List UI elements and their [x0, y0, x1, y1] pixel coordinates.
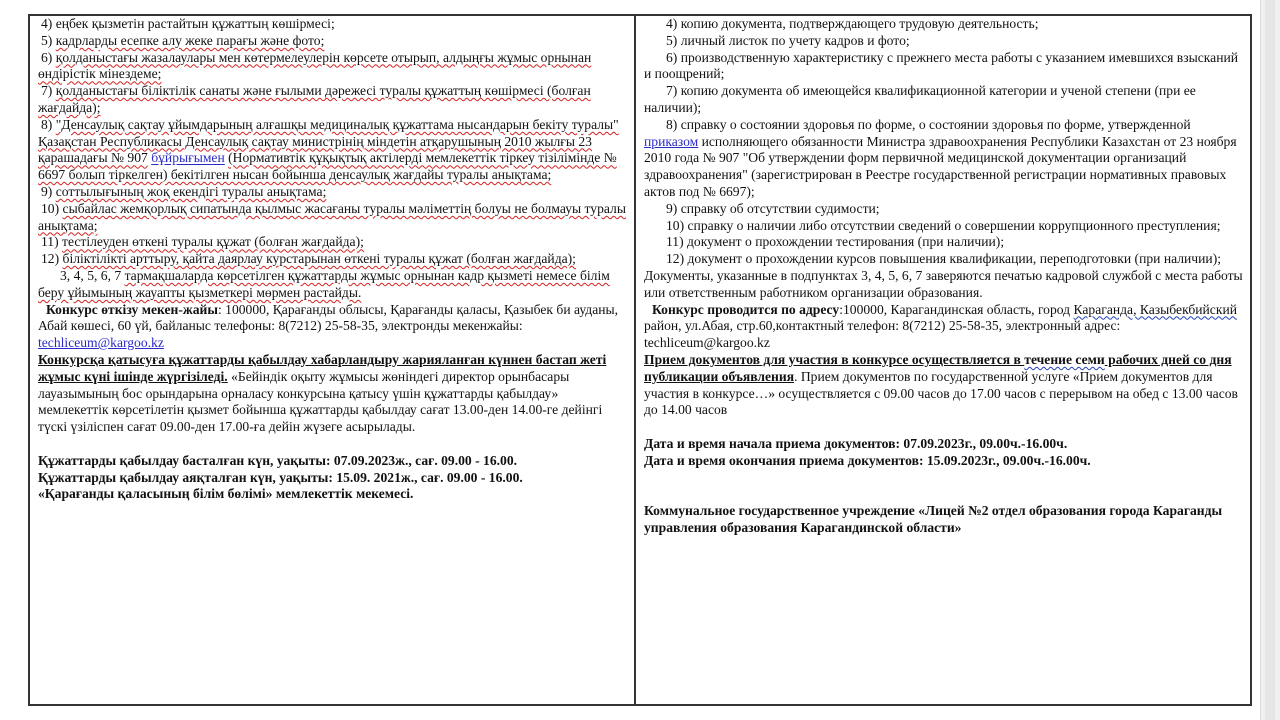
kz-acceptance: Конкурсқа қатысуға құжаттарды қабылдау хабарландыру жарияланған күннен бастап жеті жұмыс күні ішінде жүргізіледі. «Бейіндік оқыту жұмысы жөніндегі директор орынбасары лауазымының бос орындарына орналасу конкурсына қатысу үшін құжаттарды қабылдау» мемлекеттік көрсетілетін қызмет бойынша құжаттарды қабылдау сағат 13.00-ден 14.00-ге дейінгі түскі үзіліспен сағат 09.00-ден 17.00-ға дейін жүзеге асырылады.	[38, 351, 607, 435]
ru-institution: Коммунальное государственное учреждение «Лицей №2 отдел образования города Караганды управления образования Карагандинской области»	[644, 503, 1223, 535]
kz-certify-note: 3, 4, 5, 6, 7 тармақшаларда көрсетілген құжаттарды жұмыс орнынан кадр қызметі немесе білім беру ұйымының жауапты қызметкері мөрмен растайды.	[38, 267, 610, 300]
ru-acceptance: Прием документов для участия в конкурсе осуществляется в течение семи рабочих дней со дня публикации объявления. Прием документов по государственной услуге «Прием документов для участия в конкурсе…» осуществляется с 09.00 часов до 17.00 часов с перерывом на обед с 13.00 часов до 14.00 часов	[644, 351, 1238, 418]
scrollbar-track[interactable]	[1265, 0, 1275, 720]
kz-end-date: Құжаттарды қабылдау аяқталған күн, уақыты: 15.09. 2021ж., сағ. 09.00 - 16.00.	[38, 469, 523, 485]
kz-item-5: 5) кадрларды есепке алу жеке парағы және фото;	[41, 32, 325, 48]
kz-item-10: 10) сыбайлас жемқорлық сипатында қылмыс жасағаны туралы мәліметтің болуы не болмауы туралы анықтама;	[38, 200, 626, 233]
kazakh-column	[30, 16, 636, 704]
kz-item-4: 4) еңбек қызметін растайтын құжаттың көшірмесі;	[41, 16, 335, 31]
ru-item-12: 12) документ о прохождении курсов повышения квалификации, переподготовки (при наличии);	[666, 251, 1221, 267]
blank-line	[644, 470, 1244, 487]
blank-line	[38, 436, 628, 453]
ru-item-10: 10) справку о наличии либо отсутствии сведений о совершении коррупционного преступления;	[666, 217, 1221, 233]
bilingual-table	[28, 14, 1252, 706]
kz-address: Конкурс өткізу мекен-жайы: 100000, Қарағанды облысы, Қарағанды қаласы, Қазыбек би ауданы, Абай көшесі, 60 үй, байланыс телефоны: 8(7212) 25-58-35, электронды мекенжайы: techliceum@kargoo.kz	[38, 301, 619, 351]
kz-item-12: 12) біліктілікті арттыру, қайта даярлау курстарынан өткені туралы құжат (болған жағдайда);	[41, 251, 576, 267]
ru-start-date: Дата и время начала приема документов: 07.09.2023г., 09.00ч.-16.00ч.	[644, 435, 1068, 451]
ru-item-4: 4) копию документа, подтверждающего трудовую деятельность;	[666, 16, 1039, 31]
vertical-scrollbar[interactable]	[1260, 0, 1280, 720]
kz-institution: «Қарағанды қаласының білім бөлімі» мемлекеттік мекемесі.	[38, 486, 414, 502]
kz-item-11: 11) тестілеуден өткені туралы құжат (болған жағдайда);	[41, 234, 364, 250]
kz-item-6: 6) қолданыстағы жазалаулары мен көтермелеулерін көрсете отырып, алдыңғы жұмыс орнынан өндірістік мінездеме;	[38, 49, 592, 82]
order-link-ru[interactable]: приказом	[644, 133, 699, 149]
ru-item-5: 5) личный листок по учету кадров и фото;	[666, 32, 910, 48]
ru-item-9: 9) справку об отсутствии судимости;	[666, 200, 880, 216]
ru-end-date: Дата и время окончания приема документов: 15.09.2023г., 09.00ч.-16.00ч.	[644, 452, 1091, 468]
ru-item-7: 7) копию документа об имеющейся квалификационной категории и ученой степени (при ее наличии);	[644, 83, 1196, 115]
kz-item-7: 7) қолданыстағы біліктілік санаты және ғылыми дәрежесі туралы құжаттың көшірмесі (болған жағдайда);	[38, 83, 591, 115]
ru-item-11: 11) документ о прохождении тестирования (при наличии);	[666, 234, 1005, 250]
ru-address: Конкурс проводится по адресу:100000, Карагандинская область, город Караганда, Казыбекбийский район, ул.Абая, стр.60,контактный телефон: 8(7212) 25-58-35, электронный адрес: techliceum@kargoo.kz	[644, 301, 1237, 351]
kz-item-8: 8) "Денсаулық сақтау ұйымдарының алғашқы медициналық құжаттама нысандарын бекіту туралы" Қазақстан Республикасы Денсаулық сақтау министрінің міндетін атқарушының 2010 жылғы 23 қарашадағы № 907 бұйрығымен (Нормативтік құқықтық актілерді мемлекеттік тіркеу тізілімінде № 6697 болып тіркелген) бекітілген нысан бойынша денсаулық жағдайы туралы анықтама;	[38, 116, 619, 183]
blank-line	[644, 486, 1244, 503]
kz-item-9: 9) соттылығының жоқ екендігі туралы анықтама;	[41, 183, 327, 199]
ru-item-8: 8) справку о состоянии здоровья по форме, о состоянии здоровья по форме, утвержденной приказом исполняющего обязанности Министра здравоохранения Республики Казахстан от 23 ноября 2010 года № 907 "Об утверждении форм первичной медицинской документации организаций здравоохранения" (зарегистрирован в Реестре государственной регистрации нормативных правовых актов под № 6697);	[644, 116, 1237, 199]
email-link[interactable]: techliceum@kargoo.kz	[38, 335, 164, 351]
ru-certify-note: Документы, указанные в подпунктах 3, 4, 5, 6, 7 заверяются печатью кадровой службой с места работы или ответственным работником организации образования.	[644, 267, 1243, 300]
russian-column	[636, 16, 1250, 704]
kz-start-date: Құжаттарды қабылдау басталған күн, уақыты: 07.09.2023ж., сағ. 09.00 - 16.00.	[38, 452, 518, 468]
order-link[interactable]: бұйрығымен	[151, 150, 225, 166]
blank-line	[644, 419, 1244, 436]
ru-item-6: 6) производственную характеристику с прежнего места работы с указанием имевшихся взысканий и поощрений;	[644, 49, 1239, 82]
